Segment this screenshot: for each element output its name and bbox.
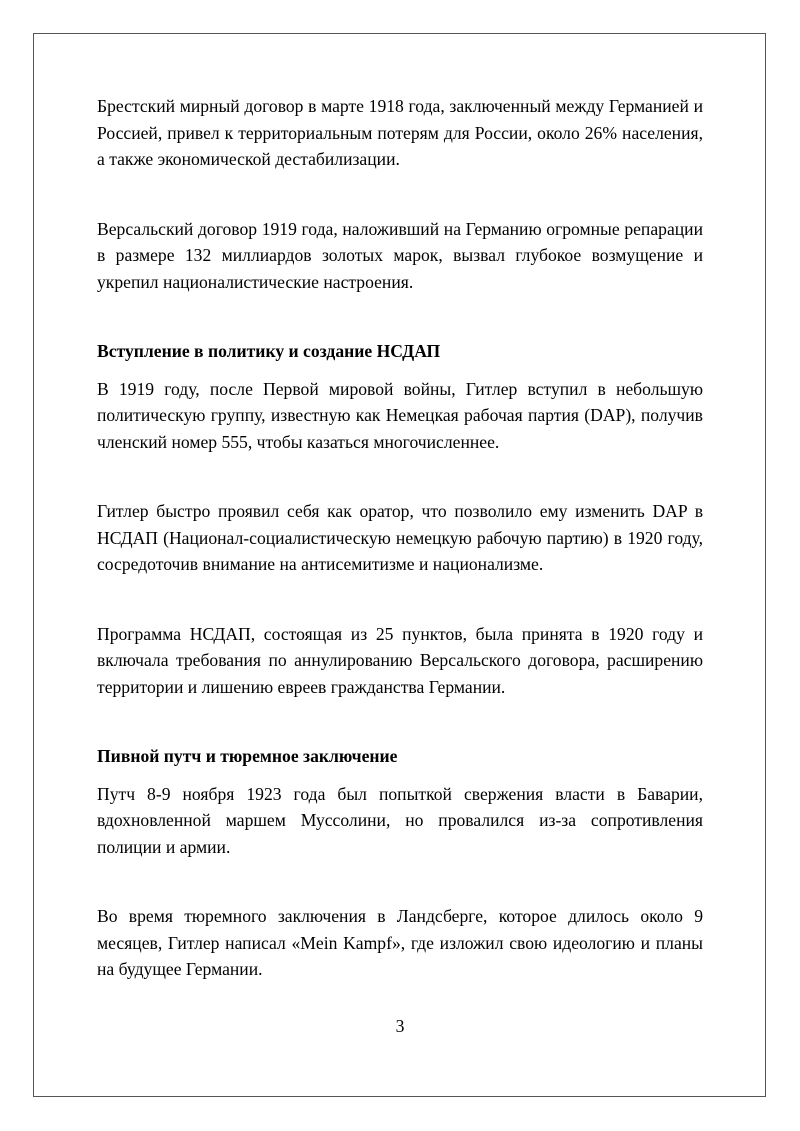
heading-politics-nsdap: Вступление в политику и создание НСДАП xyxy=(97,341,441,361)
paragraph-nsdap-program: Программа НСДАП, состоящая из 25 пунктов, была принята в 1920 году и включала требования по аннулированию Версальского договора, расширению территории и лишению евреев гражданства Германии. xyxy=(97,623,703,697)
heading-beer-hall-putsch: Пивной путч и тюремное заключение xyxy=(97,746,398,766)
page-content xyxy=(97,93,703,983)
paragraph-brest-treaty: Брестский мирный договор в марте 1918 года, заключенный между Германией и Россией, привел к территориальным потерям для России, около 26% населения, а также экономической дестабилизации. xyxy=(97,96,703,169)
paragraph-imprisonment: Во время тюремного заключения в Ландсберге, которое длилось около 9 месяцев, Гитлер написал «Mein Kampf», где изложил свою идеологию и планы на будущее Германии. xyxy=(97,906,703,979)
paragraph-putsch: Путч 8-9 ноября 1923 года был попыткой свержения власти в Баварии, вдохновленной маршем Муссолини, но провалился из-за сопротивления полиции и армии. xyxy=(97,783,703,857)
paragraph-dap-join: В 1919 году, после Первой мировой войны, Гитлер вступил в небольшую политическую группу, известную как Немецкая рабочая партия (DAP), получив членский номер 555, чтобы казаться многочисленнее. xyxy=(97,378,703,452)
page-number: 3 xyxy=(395,1016,405,1036)
paragraph-versailles-treaty: Версальский договор 1919 года, наложивший на Германию огромные репарации в размере 132 миллиардов золотых марок, вызвал глубокое возмущение и укрепил националистические настроения. xyxy=(97,218,703,292)
paragraph-orator-nsdap: Гитлер быстро проявил себя как оратор, что позволило ему изменить DAP в НСДАП (Национал-социалистическую немецкую рабочую партию) в 1920 году, сосредоточив внимание на антисемитизме и национализме. xyxy=(97,501,703,574)
